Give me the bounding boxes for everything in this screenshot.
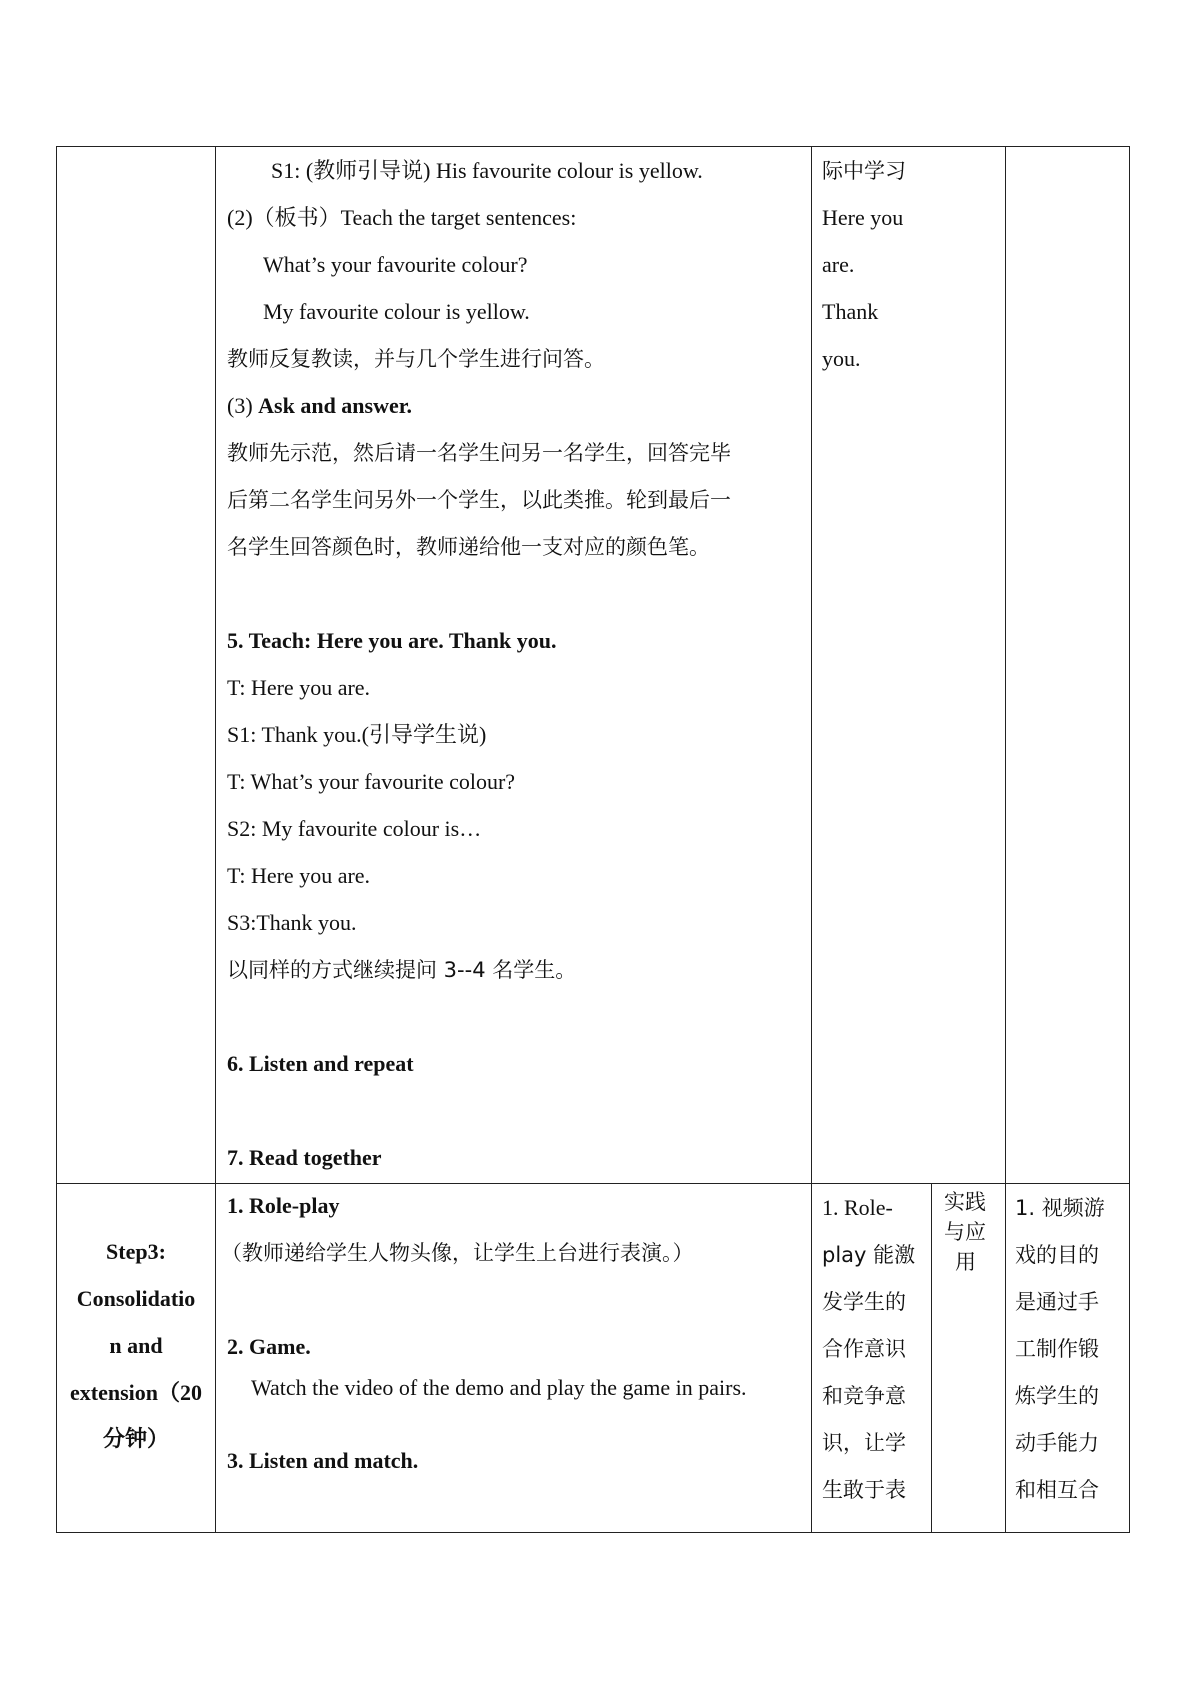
type-cell-row2 <box>931 1184 1005 1532</box>
note-line: 和相互合 <box>1015 1478 1099 1502</box>
section-heading: 7. Read together <box>227 1145 382 1170</box>
content-line: 后第二名学生问另外一个学生，以此类推。轮到最后一 <box>227 488 731 512</box>
content-line: T: What’s your favourite colour? <box>227 769 516 794</box>
purpose-line: 生敢于表 <box>822 1478 906 1502</box>
ask-and-answer-heading: Ask and answer. <box>258 393 413 418</box>
content-line: T: Here you are. <box>227 675 371 700</box>
purpose-line: 发学生的 <box>822 1290 906 1314</box>
note-line: 工制作锻 <box>1015 1337 1099 1361</box>
item-number: (3) <box>227 393 259 418</box>
purpose-line: 际中学习 <box>822 159 906 183</box>
activity-cell-row1 <box>215 147 811 1183</box>
note-line: 戏的目的 <box>1015 1243 1099 1267</box>
content-line: S2: My favourite colour is… <box>227 816 482 841</box>
step-label-line: n and <box>109 1333 163 1358</box>
note-line: 炼学生的 <box>1015 1384 1099 1408</box>
purpose-line: 识，让学 <box>822 1431 906 1455</box>
content-line: S1: (教师引导说) His favourite colour is yellow. <box>271 158 703 183</box>
content-line: T: Here you are. <box>227 863 371 888</box>
content-line: 教师反复教读，并与几个学生进行问答。 <box>227 347 605 371</box>
type-line: 用 <box>955 1250 976 1274</box>
purpose-line: 合作意识 <box>822 1337 906 1361</box>
content-line: 以同样的方式继续提问 3--4 名学生。 <box>227 958 577 982</box>
lesson-plan-table <box>56 146 1130 1533</box>
step-label-line: extension（20 <box>69 1380 202 1405</box>
content-line: S3:Thank you. <box>227 910 357 935</box>
type-line: 实践 <box>944 1190 986 1214</box>
step-label-line: Step3: <box>106 1239 166 1264</box>
purpose-line: Thank <box>822 299 879 324</box>
section-heading: 3. Listen and match. <box>227 1448 419 1473</box>
purpose-line: 1. Role- <box>822 1195 893 1220</box>
type-line: 与应 <box>944 1220 986 1244</box>
section-heading: 2. Game. <box>227 1334 311 1359</box>
purpose-line: play 能激 <box>822 1243 916 1267</box>
activity-cell-row2 <box>215 1184 811 1532</box>
purpose-line: 和竞争意 <box>822 1384 906 1408</box>
content-line: （教师递给学生人物头像，让学生上台进行表演。） <box>221 1241 694 1265</box>
content-line <box>227 392 412 420</box>
content-line: Watch the video of the demo and play the game in pairs. <box>251 1375 747 1400</box>
content-line: 名学生回答颜色时，教师递给他一支对应的颜色笔。 <box>227 535 710 559</box>
step-label-line: Consolidatio <box>76 1286 196 1311</box>
content-line: 教师先示范，然后请一名学生问另一名学生，回答完毕 <box>227 441 731 465</box>
section-heading: 5. Teach: Here you are. Thank you. <box>227 628 557 653</box>
content-line: What’s your favourite colour? <box>263 252 528 277</box>
content-line: S1: Thank you.(引导学生说) <box>227 722 487 747</box>
section-heading: 6. Listen and repeat <box>227 1051 414 1076</box>
note-line: 动手能力 <box>1015 1431 1099 1455</box>
step-cell <box>57 1184 215 1532</box>
purpose-cell-row1 <box>811 147 931 1183</box>
step-label-line: 分钟） <box>102 1427 169 1452</box>
purpose-line: you. <box>822 346 861 371</box>
content-line: (2)（板书）Teach the target sentences: <box>227 205 577 230</box>
purpose-line: Here you <box>822 205 904 230</box>
content-line: My favourite colour is yellow. <box>263 299 530 324</box>
purpose-line: are. <box>822 252 855 277</box>
notes-cell-row2 <box>1005 1184 1129 1532</box>
section-heading: 1. Role-play <box>227 1193 340 1218</box>
purpose-cell-row2 <box>811 1184 931 1532</box>
note-line: 是通过手 <box>1015 1290 1099 1314</box>
note-line: 1. 视频游 <box>1015 1196 1105 1220</box>
